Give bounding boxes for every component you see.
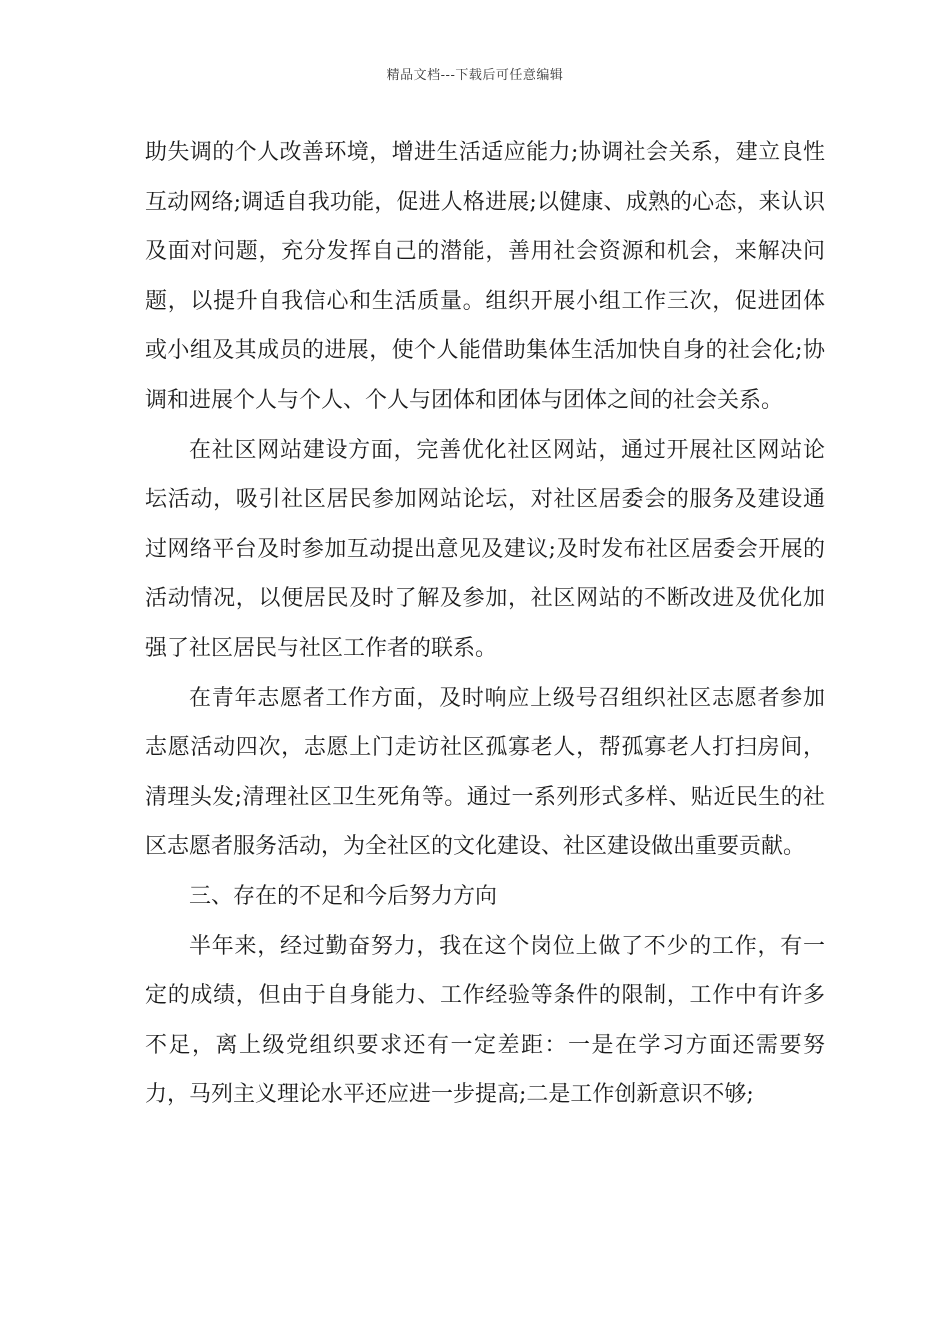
document-body <box>145 128 825 1120</box>
section-heading-shortcomings: 三、存在的不足和今后努力方向 <box>189 883 498 909</box>
paragraph-volunteer-work: 在青年志愿者工作方面，及时响应上级号召组织社区志愿者参加志愿活动四次，志愿上门走访社区孤寡老人，帮孤寡老人打扫房间，清理头发;清理社区卫生死角等。通过一系列形式多样、贴近民生的社区志愿者服务活动，为全社区的文化建设、社区建设做出重要贡献。 <box>145 685 825 860</box>
paragraph-continuation: 助失调的个人改善环境，增进生活适应能力;协调社会关系，建立良性互动网络;调适自我功能，促进人格进展;以健康、成熟的心态，来认识及面对问题，充分发挥自己的潜能，善用社会资源和机会，来解决问题，以提升自我信心和生活质量。组织开展小组工作三次，促进团体或小组及其成员的进展，使个人能借助集体生活加快自身的社会化;协调和进展个人与个人、个人与团体和团体与团体之间的社会关系。 <box>145 140 825 413</box>
paragraph-half-year-summary: 半年来，经过勤奋努力，我在这个岗位上做了不少的工作，有一定的成绩，但由于自身能力、工作经验等条件的限制，工作中有许多不足，离上级党组织要求还有一定差距：一是在学习方面还需要努力，马列主义理论水平还应进一步提高;二是工作创新意识不够; <box>145 933 825 1108</box>
page-header: 精品文档---下载后可任意编辑 <box>386 68 564 83</box>
paragraph-website-building: 在社区网站建设方面，完善优化社区网站，通过开展社区网站论坛活动，吸引社区居民参加网站论坛，对社区居委会的服务及建设通过网络平台及时参加互动提出意见及建议;及时发布社区居委会开展的活动情况，以便居民及时了解及参加，社区网站的不断改进及优化加强了社区居民与社区工作者的联系。 <box>145 437 825 661</box>
